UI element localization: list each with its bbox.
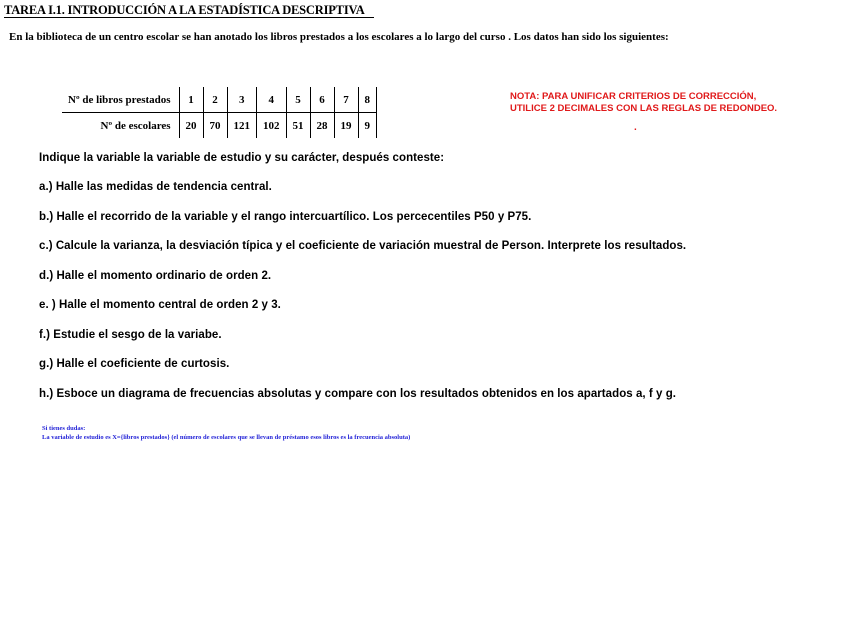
table-cell: 9 [358,113,377,139]
table-cell: 20 [179,113,203,139]
title-underline [4,17,374,18]
note-line: UTILICE 2 DECIMALES CON LAS REGLAS DE REDONDEO. [510,103,778,114]
question-d: d.) Halle el momento ordinario de orden 2. [39,270,272,282]
table-cell: 7 [334,87,358,113]
question-f: f.) Estudie el sesgo de la variabe. [39,329,222,341]
table-cell: 4 [257,87,287,113]
table-cell: 19 [334,113,358,139]
table-cell: 70 [203,113,227,139]
question-c: c.) Calcule la varianza, la desviación típica y el coeficiente de variación muestral de Person. Interprete los resultados. [39,240,687,252]
table-cell: 121 [227,113,257,139]
table-cell: 28 [310,113,334,139]
table-row-escolares [62,113,377,139]
table-cell: 102 [257,113,287,139]
table-cell: 2 [203,87,227,113]
help-note [42,424,410,442]
help-line: Si tienes dudas: [42,425,86,432]
table-cell: 8 [358,87,377,113]
table-cell: 6 [310,87,334,113]
table-cell: 5 [286,87,310,113]
question-h: h.) Esboce un diagrama de frecuencias absolutas y compare con los resultados obtenidos en los apartados a, f y g. [39,388,677,400]
table-row-libros [62,87,377,113]
document-title: TAREA I.1. INTRODUCCIÓN A LA ESTADÍSTICA DESCRIPTIVA [4,3,365,17]
table-cell: 1 [179,87,203,113]
help-line: La variable de estudio es X={libros prestados} (el número de escolares que se llevan de préstamo esos libros es la frecuencia absoluta) [42,434,411,441]
question-a: a.) Halle las medidas de tendencia central. [39,181,272,193]
intro-paragraph: En la biblioteca de un centro escolar se han anotado los libros prestados a los escolares a lo largo del curso . Los datos han sido los siguientes: [9,31,669,43]
correction-note [510,91,777,115]
question-e: e. ) Halle el momento central de orden 2 y 3. [39,299,281,311]
table-row-label: Nº de escolares [100,119,171,132]
question-intro: Indique la variable la variable de estudio y su carácter, después conteste: [39,152,445,164]
question-b: b.) Halle el recorrido de la variable y el rango intercuartílico. Los percecentiles P50 y P75. [39,211,532,223]
table-row-label: Nº de libros prestados [62,87,179,113]
question-g: g.) Halle el coeficiente de curtosis. [39,358,230,370]
note-dot: . [634,122,637,133]
data-table [62,87,377,138]
table-cell: 51 [286,113,310,139]
note-line: NOTA: PARA UNIFICAR CRITERIOS DE CORRECCIÓN, [510,91,757,102]
table-cell: 3 [227,87,257,113]
